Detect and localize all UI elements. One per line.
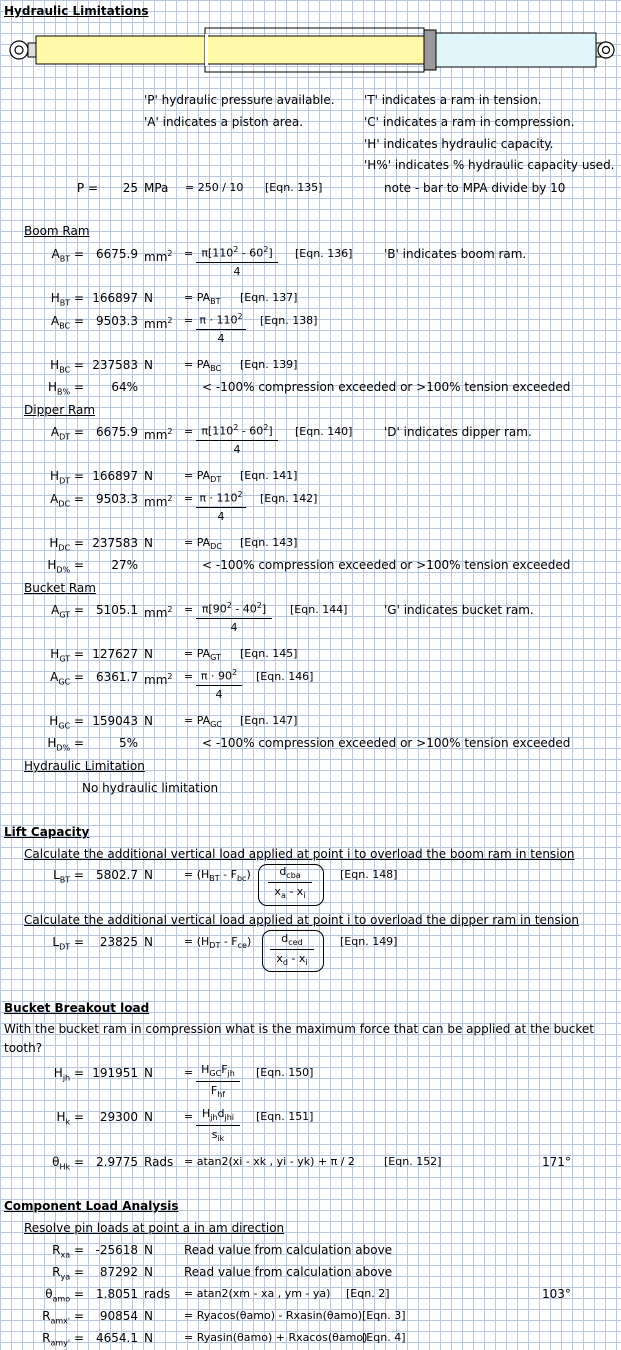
denominator-lbt: $x_a - x_i$ [274,885,306,901]
label-hbt: $H_{BT}$ = [50,291,84,308]
eqn-ramx: [Eqn. 3] [362,1309,406,1322]
label-hbc: $H_{BC}$ = [50,358,84,375]
lift-boom-description: Calculate the additional vertical load applied at point i to overload the boom ram in tension [24,847,575,861]
equals-agc: = [184,670,194,683]
formula-hdt-text: = PA [184,469,211,482]
unit-agc-text: mm [144,673,168,687]
unit-rya: N [144,1265,153,1279]
label-theta-amo: $\theta_{amo}$ = [45,1287,84,1304]
note-exceed-bucket: < -100% compression exceeded or >100% tension exceeded [202,736,571,750]
eqn-agt: [Eqn. 144] [290,603,348,616]
numerator-adt: $\pi[110^2 - 60^2]$ [201,423,273,438]
label-ramy: $R_{amy'}$ = [42,1331,84,1348]
pressure-label: P = [76,181,98,195]
eqn-abc: [Eqn. 138] [260,314,318,327]
denominator-adc: 4 [217,510,225,523]
note-bucket: 'G' indicates bucket ram. [384,603,534,617]
eqn-hgt: [Eqn. 145] [240,647,298,660]
formula-hgt-text: = PA [184,647,211,660]
value-hdt: 166897 [92,469,138,483]
unit-ldt: N [144,935,153,949]
formula-hdt: = $PA_{DT}$ [184,469,222,485]
formula-hgc-text: = PA [184,714,211,727]
deg-theta-amo: 103° [542,1287,571,1301]
pressure-unit: MPa [144,181,169,195]
label-ldt: $L_{DT}$ = [52,935,84,952]
formula-hdc: = $PA_{DC}$ [184,536,222,552]
unit-theta-amo: rads [144,1287,171,1301]
numerator-hk: $H_{jh}d_{jhi}$ [201,1107,235,1123]
eqn-theta-hk: [Eqn. 152] [384,1155,442,1168]
eqn-ldt: [Eqn. 149] [340,935,398,948]
pressure-formula: = 250 / 10 [185,181,244,194]
note-exceed-dipper: < -100% compression exceeded or >100% tension exceeded [202,558,571,572]
value-rxa: -25618 [95,1243,138,1257]
fraction-bar-abc [196,329,246,330]
unit-hk: N [144,1110,153,1124]
label-adc: $A_{DC}$ = [50,492,84,509]
unit-abc-text: mm [144,317,168,331]
label-abt: $A_{BT}$ = [51,247,84,264]
value-ldt: 23825 [99,935,138,949]
numerator-abc: $\pi \cdot 110^2$ [199,312,243,327]
deg-theta-hk: 171° [542,1155,571,1169]
label-agc: $A_{GC}$ = [50,670,84,687]
unit-hdc: N [144,536,153,550]
label-hdc: $H_{DC}$ = [49,536,84,553]
denominator-ldt: $x_d - x_i$ [276,952,308,968]
section-title-breakout: Bucket Breakout load [4,1001,150,1015]
unit-abt-text: mm [144,250,168,264]
label-hgp: $H_{D\%}$ = [47,736,84,753]
formula-ramx: = Ryacos(θamo) - Rxasin(θamo) [184,1309,363,1322]
eqn-hbc: [Eqn. 139] [240,358,298,371]
value-hk: 29300 [99,1110,138,1124]
unit-adt: $mm^2$ [144,427,173,442]
fraction-bar-agt [196,618,272,619]
section-title-lift: Lift Capacity [4,825,90,839]
unit-hgt: N [144,647,153,661]
formula-hgc: = $PA_{GC}$ [184,714,222,730]
label-rxa: $R_{xa}$ = [52,1243,84,1260]
numerator-abt: $\pi[110^2 - 60^2]$ [201,245,273,260]
label-hbp: $H_{B\%}$ = [48,380,84,397]
eqn-agc: [Eqn. 146] [256,670,314,683]
unit-abc: $mm^2$ [144,316,173,331]
formula-hgt: = $PA_{GT}$ [184,647,221,663]
equals-abc: = [184,314,194,327]
value-hdc: 237583 [92,536,138,550]
denominator-abc: 4 [217,332,225,345]
eqn-hjh: [Eqn. 150] [256,1066,314,1079]
label-hk: $H_k$ = [56,1110,84,1127]
unit-hbt: N [144,291,153,305]
unit-abt: $mm^2$ [144,249,173,264]
unit-adc: $mm^2$ [144,494,173,509]
formula-hbc-text: = PA [184,358,211,371]
unit-theta-hk: Rads [144,1155,174,1169]
equals-hk: = [184,1110,194,1123]
unit-hjh: N [144,1066,153,1080]
fraction-bar-adt [196,440,278,441]
eqn-hk: [Eqn. 151] [256,1110,314,1123]
note-compression: 'C' indicates a ram in compression. [364,115,575,129]
note-dipper: 'D' indicates dipper ram. [384,425,532,439]
eqn-hbt: [Eqn. 137] [240,291,298,304]
denominator-agt: 4 [230,621,238,634]
unit-agc: $mm^2$ [144,672,173,687]
label-rya: $R_{ya}$ = [52,1265,84,1282]
note-tension: 'T' indicates a ram in tension. [364,93,542,107]
value-abt: 6675.9 [96,247,138,261]
value-agt: 5105.1 [96,603,138,617]
eqn-ramy: [Eqn. 4] [362,1331,406,1344]
formula-theta-hk: = atan2(xi - xk , yi - yk) + π / 2 [184,1155,355,1168]
numerator-adc: $\pi \cdot 110^2$ [199,490,243,505]
value-hbc: 237583 [92,358,138,372]
unit-hgc: N [144,714,153,728]
fraction-bar-adc [196,507,246,508]
value-lbt: 5802.7 [96,868,138,882]
value-ramx: 90854 [99,1309,138,1323]
numerator-lbt: $d_{cba}$ [279,865,301,881]
value-theta-hk: 2.9775 [96,1155,138,1169]
unit-agt-text: mm [144,606,168,620]
denominator-abt: 4 [233,265,241,278]
numerator-hjh: $H_{GC}F_{jh}$ [201,1063,235,1079]
denominator-hjh: $F_{hf}$ [210,1084,226,1100]
value-hbt: 166897 [92,291,138,305]
note-exceed-boom: < -100% compression exceeded or >100% tension exceeded [202,380,571,394]
label-hgc: $H_{GC}$ = [49,714,84,731]
unit-adt-text: mm [144,428,168,442]
note-bar-to-mpa: note - bar to MPA divide by 10 [384,181,566,195]
equals-adt: = [184,425,194,438]
note-pressure: 'P' hydraulic pressure available. [144,93,335,107]
numerator-agt: $\pi[90^2 - 40^2]$ [201,601,267,616]
label-hdp: $H_{D\%}$ = [47,558,84,575]
value-theta-amo: 1.8051 [96,1287,138,1301]
value-agc: 6361.7 [96,670,138,684]
section-title-hydraulic: Hydraulic Limitations [4,4,149,18]
formula-theta-amo: = atan2(xm - xa , ym - ya) [184,1287,331,1300]
label-theta-hk: $\theta_{Hk}$ = [52,1155,84,1172]
value-hbp: 64% [111,380,138,394]
note-capacity-pct: 'H%' indicates % hydraulic capacity used. [364,158,615,172]
desc-rxa: Read value from calculation above [184,1243,393,1257]
resolve-description: Resolve pin loads at point a in am direction [24,1221,285,1235]
value-hjh: 191951 [92,1066,138,1080]
eqn-abt: [Eqn. 136] [295,247,353,260]
label-adt: $A_{DT}$ = [50,425,84,442]
denominator-hk: $s_{ik}$ [211,1128,225,1144]
eqn-adt: [Eqn. 140] [295,425,353,438]
value-hdp: 27% [111,558,138,572]
equals-hjh: = [184,1066,194,1079]
numerator-agc: $\pi \cdot 90^2$ [200,668,238,683]
label-hgt: $H_{GT}$ = [50,647,84,664]
formula-hbt-text: = PA [184,291,211,304]
denominator-agc: 4 [215,688,223,701]
formula-ldt: = $(H_{DT} - F_{ce})$ [184,935,252,951]
equals-agt: = [184,603,194,616]
formula-hbt: = $PA_{BT}$ [184,291,221,307]
note-area: 'A' indicates a piston area. [144,115,304,129]
note-boom: 'B' indicates boom ram. [384,247,527,261]
unit-lbt: N [144,868,153,882]
eqn-hgc: [Eqn. 147] [240,714,298,727]
label-lbt: $L_{BT}$ = [53,868,84,885]
value-adt: 6675.9 [96,425,138,439]
subhead-bucket-ram: Bucket Ram [24,581,96,595]
eqn-theta-amo: [Eqn. 2] [346,1287,390,1300]
lift-dipper-description: Calculate the additional vertical load applied at point i to overload the dipper ram in tension [24,913,579,927]
section-title-component: Component Load Analysis [4,1199,179,1213]
unit-ramx: N [144,1309,153,1323]
label-agt: $A_{GT}$ = [51,603,84,620]
subhead-hydraulic-limitation: Hydraulic Limitation [24,759,145,773]
unit-ramy: N [144,1331,153,1345]
unit-agt: $mm^2$ [144,605,173,620]
eqn-lbt: [Eqn. 148] [340,868,398,881]
formula-hbc: = $PA_{BC}$ [184,358,222,374]
eqn-hdc: [Eqn. 143] [240,536,298,549]
value-ramy: 4654.1 [96,1331,138,1345]
formula-ramy: = Ryasin(θamo) + Rxacos(θamo) [184,1331,368,1344]
pressure-eqn: [Eqn. 135] [265,181,323,194]
fraction-bar-hjh [196,1081,240,1082]
desc-rya: Read value from calculation above [184,1265,393,1279]
no-limitation-text: No hydraulic limitation [82,781,219,795]
value-hgp: 5% [118,736,138,750]
fraction-bar-abt [196,262,278,263]
pressure-value: 25 [122,181,138,195]
value-abc: 9503.3 [96,314,138,328]
eqn-hdt: [Eqn. 141] [240,469,298,482]
label-ramx: $R_{amx'}$ = [42,1309,84,1326]
formula-hdc-text: = PA [184,536,211,549]
subhead-dipper-ram: Dipper Ram [24,403,96,417]
label-hdt: $H_{DT}$ = [50,469,84,486]
fraction-bar-ldt [270,949,314,950]
value-rya: 87292 [99,1265,138,1279]
equals-abt: = [184,247,194,260]
unit-adc-text: mm [144,495,168,509]
subhead-boom-ram: Boom Ram [24,224,90,238]
value-adc: 9503.3 [96,492,138,506]
denominator-adt: 4 [233,443,241,456]
hydraulic-cylinder-diagram [0,24,621,76]
value-hgc: 159043 [92,714,138,728]
breakout-question-2: tooth? [4,1041,43,1055]
equals-adc: = [184,492,194,505]
fraction-bar-lbt [268,882,312,883]
unit-hdt: N [144,469,153,483]
numerator-ldt: $d_{ced}$ [281,932,303,948]
fraction-bar-hk [196,1125,240,1126]
fraction-bar-agc [196,685,242,686]
breakout-question: With the bucket ram in compression what is the maximum force that can be applied at the bucket [4,1022,595,1036]
eqn-adc: [Eqn. 142] [260,492,318,505]
unit-rxa: N [144,1243,153,1257]
unit-hbc: N [144,358,153,372]
value-hgt: 127627 [92,647,138,661]
formula-lbt: = $(H_{BT} - F_{bc})$ [184,868,251,884]
note-capacity: 'H' indicates hydraulic capacity. [364,137,554,151]
label-hjh: $H_{jh}$ = [53,1066,84,1083]
label-abc: $A_{BC}$ = [50,314,84,331]
